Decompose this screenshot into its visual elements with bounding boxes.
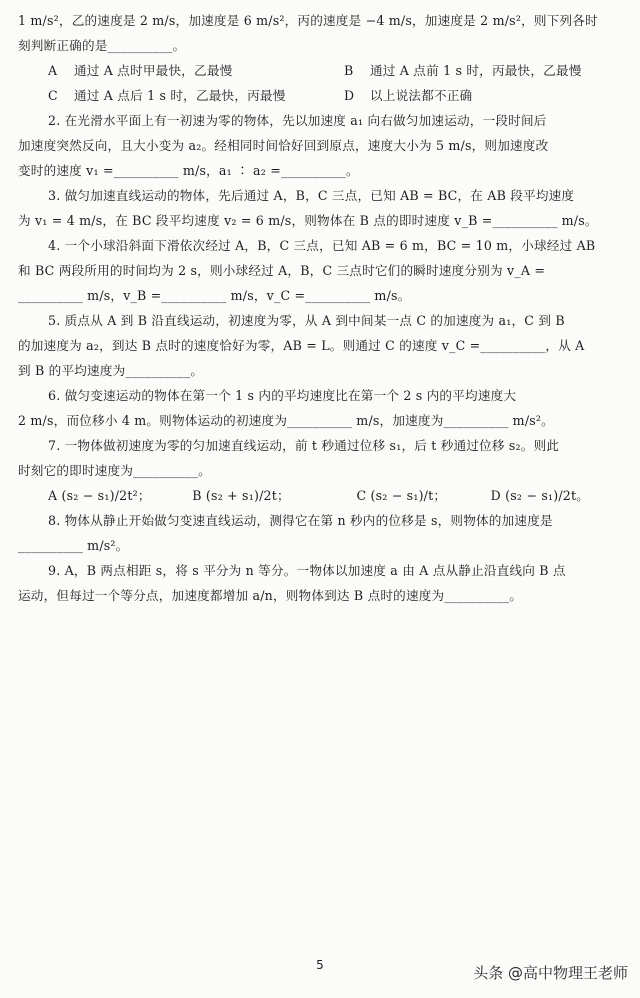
option-d	[344, 83, 472, 108]
question-3-line: 3. 做匀加速直线运动的物体，先后通过 A，B，C 三点，已知 AB = BC，在 AB 段平均速度	[48, 188, 575, 203]
question-5-line: 的加速度为 a₂，到达 B 点时的速度恰好为零，AB = L。则通过 C 的速度 v_C =__________，从 A	[18, 338, 585, 353]
question-7-options	[18, 483, 622, 508]
option-text: 通过 A 点时甲最快，乙最慢	[74, 63, 233, 78]
question-8-line: __________ m/s²。	[18, 538, 129, 553]
option-key: A	[48, 63, 58, 78]
option-a: A (s₂ − s₁)/2t²；	[48, 488, 151, 503]
text-line: 刻判断正确的是__________。	[18, 38, 186, 53]
worksheet-page	[18, 8, 622, 608]
option-key: C	[48, 88, 58, 103]
option-text: 通过 A 点后 1 s 时，乙最快，丙最慢	[74, 88, 286, 103]
question-2-line: 2. 在光滑水平面上有一初速为零的物体，先以加速度 a₁ 向右做匀加速运动，一段时间后	[48, 113, 547, 128]
option-text: 以上说法都不正确	[370, 88, 473, 103]
question-9-line: 9. A，B 两点相距 s，将 s 平分为 n 等分。一物体以加速度 a 由 A 点从静止沿直线向 B 点	[48, 563, 566, 578]
question-4-line: __________ m/s，v_B =__________ m/s，v_C =__________ m/s。	[18, 288, 411, 303]
option-d: D (s₂ − s₁)/2t。	[490, 488, 590, 503]
question-2-line: 变时的速度 v₁ =__________ m/s，a₁ ∶ a₂ =__________。	[18, 163, 359, 178]
question-5-line: 5. 质点从 A 到 B 沿直线运动，初速度为零，从 A 到中间某一点 C 的加速度为 a₁，C 到 B	[48, 313, 565, 328]
question-8-line: 8. 物体从静止开始做匀变速直线运动，测得它在第 n 秒内的位移是 s，则物体的加速度是	[48, 513, 553, 528]
option-b	[344, 58, 582, 83]
question-9-line: 运动，但每过一个等分点，加速度都增加 a/n，则物体到达 B 点时的速度为__________。	[18, 588, 523, 603]
option-c: C (s₂ − s₁)/t；	[356, 488, 447, 503]
option-c	[48, 83, 286, 108]
question-6-line: 6. 做匀变速运动的物体在第一个 1 s 内的平均速度比在第一个 2 s 内的平均速度大	[48, 388, 517, 403]
question-4-line: 4. 一个小球沿斜面下滑依次经过 A，B，C 三点，已知 AB = 6 m，BC = 10 m，小球经过 AB	[48, 238, 596, 253]
option-row	[18, 83, 622, 108]
option-row	[18, 58, 622, 83]
question-2-line: 加速度突然反向，且大小变为 a₂。经相同时间恰好回到原点，速度大小为 5 m/s，则加速度改	[18, 138, 549, 153]
page-number: 5	[316, 958, 324, 972]
question-5-line: 到 B 的平均速度为__________。	[18, 363, 204, 378]
option-b: B (s₂ + s₁)/2t；	[192, 488, 290, 503]
question-7-line: 时刻它的即时速度为__________。	[18, 463, 211, 478]
text-line: 1 m/s²，乙的速度是 2 m/s，加速度是 6 m/s²，丙的速度是 −4 m/s，加速度是 2 m/s²，则下列各时	[18, 13, 598, 28]
question-6-line: 2 m/s，而位移小 4 m。则物体运动的初速度为__________ m/s，加速度为__________ m/s²。	[18, 413, 554, 428]
question-7-line: 7. 一物体做初速度为零的匀加速直线运动，前 t 秒通过位移 s₁，后 t 秒通过位移 s₂。则此	[48, 438, 560, 453]
option-a	[48, 58, 232, 83]
question-3-line: 为 v₁ = 4 m/s，在 BC 段平均速度 v₂ = 6 m/s，则物体在 B 点的即时速度 v_B =__________ m/s。	[18, 213, 598, 228]
option-text: 通过 A 点前 1 s 时，丙最快，乙最慢	[370, 63, 582, 78]
option-key: B	[344, 63, 354, 78]
question-4-line: 和 BC 两段所用的时间均为 2 s，则小球经过 A，B，C 三点时它们的瞬时速度分别为 v_A =	[18, 263, 546, 278]
option-key: D	[344, 88, 355, 103]
watermark: 头条 @高中物理王老师	[473, 964, 628, 982]
